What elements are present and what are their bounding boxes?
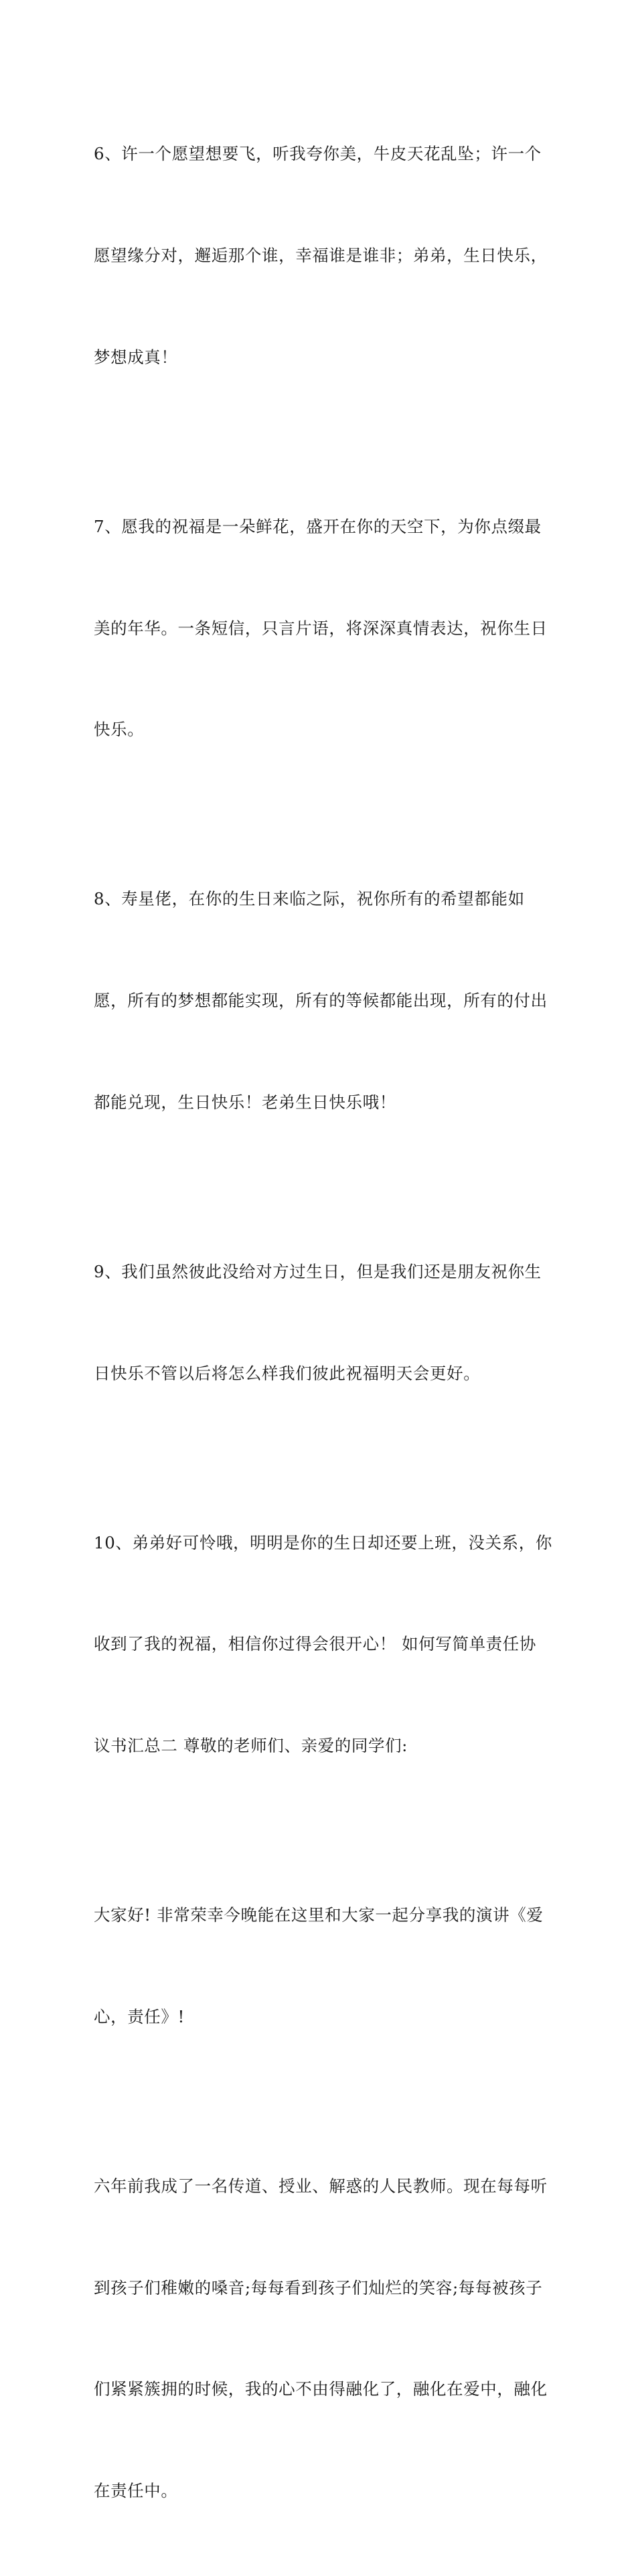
paragraph-speech-body — [94, 2102, 549, 2576]
document-body — [94, 70, 552, 2576]
text-line: 大家好! 非常荣幸今晚能在这里和大家一起分享我的演讲《爱 — [94, 1905, 544, 1925]
text-line: 收到了我的祝福，相信你过得会很开心！ 如何写简单责任协 — [94, 1634, 536, 1654]
text-line: 8、寿星佬，在你的生日来临之际，祝你所有的希望都能如 — [94, 889, 525, 909]
text-line: 议书汇总二 尊敬的老师们、亲爱的同学们: — [94, 1736, 408, 1756]
text-line: 们紧紧簇拥的时候，我的心不由得融化了，融化在爱中，融化 — [94, 2379, 548, 2399]
text-line: 美的年华。一条短信，只言片语，将深深真情表达，祝你生日 — [94, 618, 548, 638]
text-line: 快乐。 — [94, 720, 145, 740]
text-line: 心，责任》! — [94, 2006, 185, 2026]
text-line: 都能兑现，生日快乐！老弟生日快乐哦！ — [94, 1092, 396, 1112]
text-line: 9、我们虽然彼此没给对方过生日，但是我们还是朋友祝你生 — [94, 1261, 542, 1281]
paragraph-wish-10 — [94, 1458, 552, 1831]
text-line: 梦想成真！ — [94, 347, 178, 367]
text-line: 日快乐不管以后将怎么样我们彼此祝福明天会更好。 — [94, 1363, 481, 1383]
text-line: 6、许一个愿望想要飞，听我夸你美，牛皮天花乱坠；许一个 — [94, 144, 542, 164]
paragraph-wish-9 — [94, 1188, 549, 1459]
text-line: 愿望缘分对，邂逅那个谁，幸福谁是谁非；弟弟，生日快乐， — [94, 245, 548, 265]
paragraph-wish-8 — [94, 815, 549, 1188]
text-line: 7、愿我的祝福是一朵鲜花，盛开在你的天空下，为你点缀最 — [94, 516, 542, 536]
paragraph-greeting — [94, 1831, 549, 2102]
text-line: 10、弟弟好可怜哦，明明是你的生日却还要上班，没关系，你 — [94, 1532, 552, 1552]
text-line: 愿，所有的梦想都能实现，所有的等候都能出现，所有的付出 — [94, 991, 548, 1011]
paragraph-wish-6 — [94, 70, 549, 442]
paragraph-wish-7 — [94, 442, 549, 815]
text-line: 六年前我成了一名传道、授业、解惑的人民教师。现在每每听 — [94, 2176, 548, 2196]
text-line: 在责任中。 — [94, 2481, 178, 2501]
text-line: 到孩子们稚嫩的嗓音;每每看到孩子们灿烂的笑容;每每被孩子 — [94, 2277, 543, 2298]
